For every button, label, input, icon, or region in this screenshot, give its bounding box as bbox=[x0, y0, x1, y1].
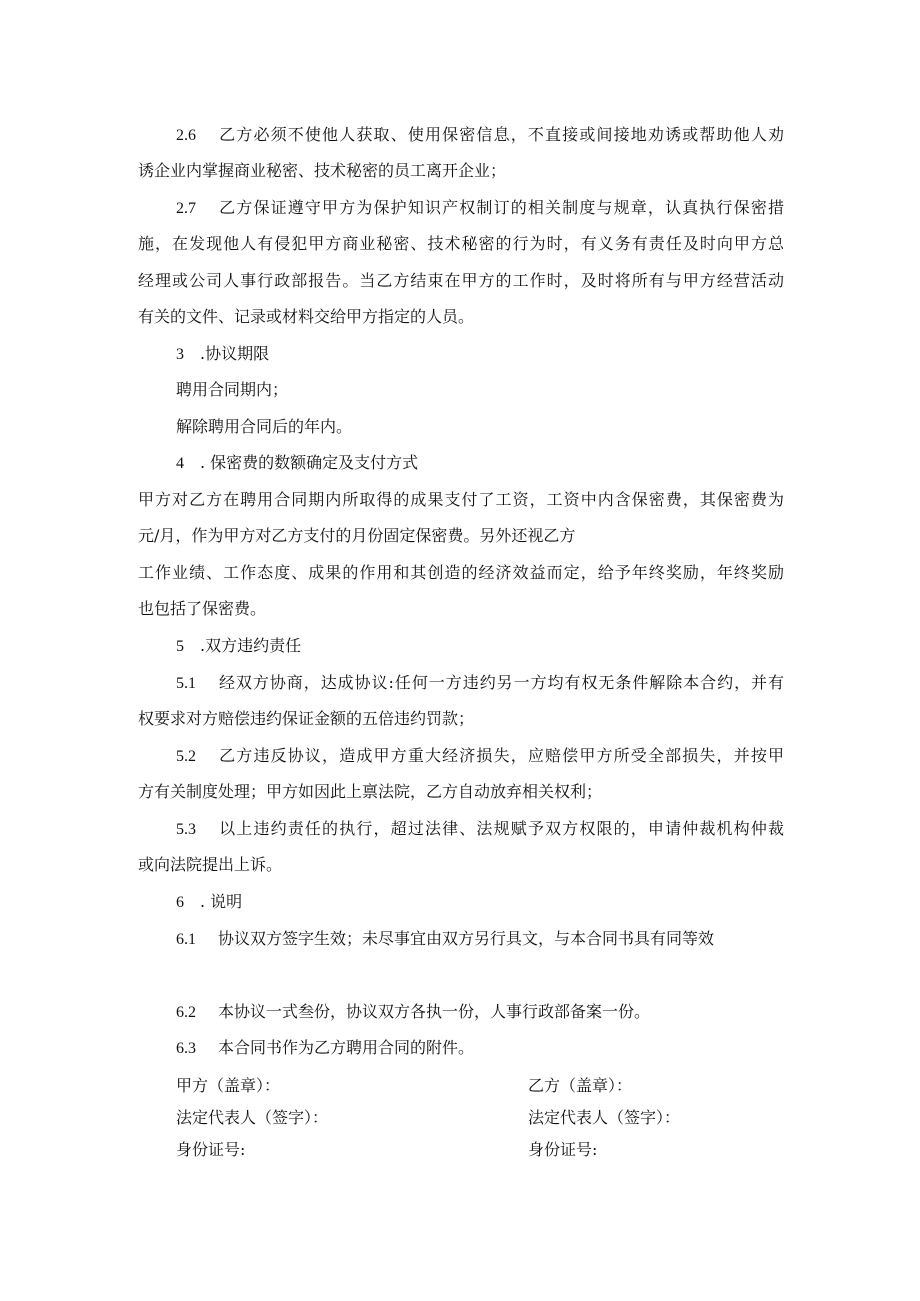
clause-6-3 bbox=[176, 1037, 784, 1060]
clause-number: 6.2 bbox=[176, 1004, 196, 1021]
section-4-line-4: 也包括了保密费。 bbox=[138, 599, 267, 618]
clause-number: 5.3 bbox=[176, 821, 196, 838]
clause-text: 本合同书作为乙方聘用合同的附件。 bbox=[218, 1038, 475, 1057]
clause-6-2 bbox=[176, 1001, 784, 1024]
clause-5-2-line-2: 方有关制度处理；甲方如因此上禀法院，乙方自动放弃相关权利； bbox=[138, 782, 603, 801]
party-b-id-label: 身份证号: bbox=[528, 1140, 598, 1159]
clause-text: 经双方协商，达成协议:任何一方违约另一方均有权无条件解除本合约，并有 bbox=[218, 673, 784, 692]
section-number: 4 bbox=[176, 455, 184, 472]
clause-5-3-line-2: 或向法院提出上诉。 bbox=[138, 855, 283, 874]
section-title: . 保密费的数额确定及支付方式 bbox=[200, 453, 419, 472]
clause-2-6-line-1 bbox=[176, 124, 784, 147]
clause-number: 5.2 bbox=[176, 748, 196, 765]
clause-5-1-line-1 bbox=[176, 672, 784, 695]
clause-text: 本协议一式叁份，协议双方各执一份，人事行政部备案一份。 bbox=[218, 1002, 651, 1021]
section-3-item-2: 解除聘用合同后的年内。 bbox=[176, 417, 353, 436]
clause-2-7-line-3: 经理或公司人事行政部报告。当乙方结束在甲方的工作时，及时将所有与甲方经营活动 bbox=[138, 271, 784, 290]
party-b-representative-label: 法定代表人（签字）： bbox=[528, 1108, 681, 1127]
section-3-heading bbox=[176, 343, 826, 366]
clause-5-1-line-2: 权要求对方赔偿违约保证金额的五倍违约罚款； bbox=[138, 709, 475, 728]
clause-text: 以上违约责任的执行，超过法律、法规赋予双方权限的，申请仲裁机构仲裁 bbox=[218, 819, 784, 838]
clause-text: 协议双方签字生效；未尽事宜由双方另行具文，与本合同书具有同等效 bbox=[218, 929, 715, 948]
clause-number: 6.3 bbox=[176, 1040, 196, 1057]
section-5-heading bbox=[176, 635, 826, 658]
party-a-seal-label: 甲方（盖章）： bbox=[176, 1076, 281, 1095]
clause-6-1 bbox=[176, 928, 784, 951]
section-number: 6 bbox=[176, 894, 184, 911]
section-number: 5 bbox=[176, 638, 184, 655]
party-b-seal-label: 乙方（盖章）： bbox=[528, 1076, 633, 1095]
section-4-line-3: 工作业绩、工作态度、成果的作用和其创造的经济效益而定，给予年终奖励，年终奖励 bbox=[138, 563, 784, 582]
clause-text: 乙方必须不使他人获取、使用保密信息，不直接或间接地劝诱或帮助他人劝 bbox=[218, 125, 784, 144]
clause-number: 6.1 bbox=[176, 931, 196, 948]
clause-text: 乙方保证遵守甲方为保护知识产权制订的相关制度与规章，认真执行保密措 bbox=[218, 198, 784, 217]
clause-2-7-line-4: 有关的文件、记录或材料交给甲方指定的人员。 bbox=[138, 307, 475, 326]
section-6-heading bbox=[176, 891, 826, 914]
section-4-line-1: 甲方对乙方在聘用合同期内所取得的成果支付了工资，工资中内含保密费，其保密费为 bbox=[138, 490, 784, 509]
section-title: .协议期限 bbox=[200, 344, 270, 363]
clause-2-7-line-1 bbox=[176, 197, 784, 220]
clause-number: 2.6 bbox=[176, 127, 196, 144]
clause-5-3-line-1 bbox=[176, 818, 784, 841]
clause-2-7-line-2: 施，在发现他人有侵犯甲方商业秘密、技术秘密的行为时，有义务有责任及时向甲方总 bbox=[138, 234, 784, 253]
party-a-representative-label: 法定代表人（签字）： bbox=[176, 1108, 329, 1127]
section-3-item-1: 聘用合同期内； bbox=[176, 380, 289, 399]
clause-2-6-line-2: 诱企业内掌握商业秘密、技术秘密的员工离开企业； bbox=[138, 161, 507, 180]
clause-number: 2.7 bbox=[176, 200, 196, 217]
section-title: .双方违约责任 bbox=[200, 636, 302, 655]
clause-number: 5.1 bbox=[176, 675, 196, 692]
section-title: . 说明 bbox=[200, 892, 243, 911]
section-number: 3 bbox=[176, 346, 184, 363]
clause-text: 乙方违反协议，造成甲方重大经济损失，应赔偿甲方所受全部损失，并按甲 bbox=[218, 746, 784, 765]
party-a-id-label: 身份证号: bbox=[176, 1140, 246, 1159]
section-4-heading bbox=[176, 452, 826, 475]
section-4-line-2: 元/月，作为甲方对乙方支付的月份固定保密费。另外还视乙方 bbox=[138, 526, 576, 545]
clause-5-2-line-1 bbox=[176, 745, 784, 768]
